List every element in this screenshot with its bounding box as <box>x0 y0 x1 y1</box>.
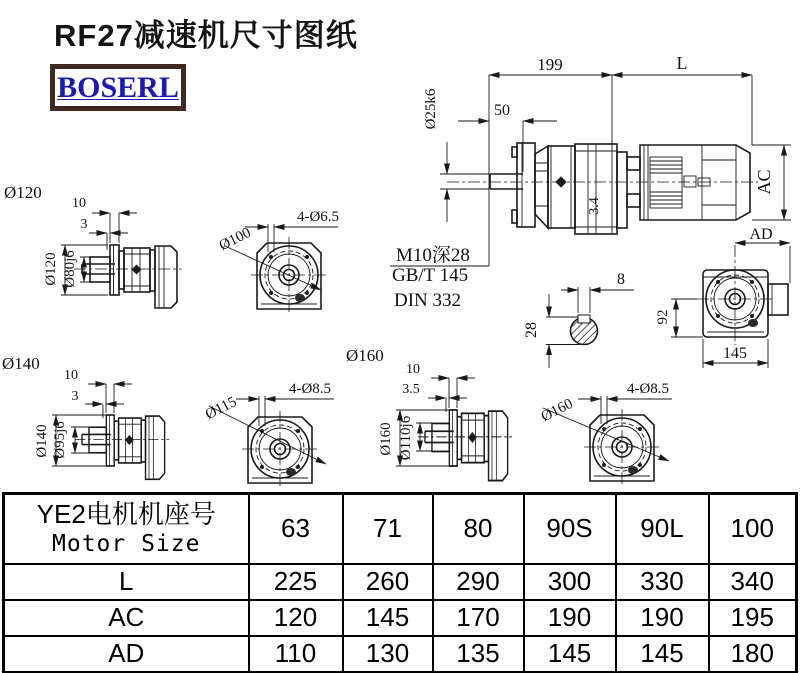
brand-logo-text: BOSERL <box>57 70 179 104</box>
table-cell-AC-63: 120 <box>249 600 343 636</box>
flange-115-front-view <box>203 381 334 487</box>
dim-plate-3-4: 3.4 <box>587 197 602 215</box>
table-row-label-AD: AD <box>4 636 249 673</box>
flange-160-label: Ø160 <box>346 346 384 365</box>
front-115-holes: 4-Ø8.5 <box>288 381 332 397</box>
flange-120-dim-3: 3 <box>80 217 88 232</box>
front-100-holes: 4-Ø6.5 <box>296 209 340 225</box>
table-row-AD <box>4 636 797 673</box>
dim-92: 92 <box>655 309 671 325</box>
table-cell-L-63: 225 <box>249 564 343 600</box>
flange-120-dim-spigot: Ø80j6 <box>62 250 78 288</box>
table-row-label-L: L <box>4 564 249 600</box>
table-cell-AC-90s: 190 <box>524 600 616 636</box>
front-115-dia: Ø115 <box>202 393 240 424</box>
dim-50: 50 <box>494 102 510 119</box>
dim-key-height-28: 28 <box>523 322 540 338</box>
table-header-size-90s: 90S <box>524 494 616 564</box>
table-cell-L-90l: 330 <box>616 564 709 600</box>
dim-L: L <box>676 53 688 73</box>
ad-end-view <box>655 245 788 368</box>
table-cell-L-100: 340 <box>709 564 797 600</box>
dim-AD: AD <box>749 226 773 243</box>
table-header-size-71: 71 <box>343 494 433 564</box>
front-100-dia: Ø100 <box>216 224 254 255</box>
table-cell-AC-80: 170 <box>433 600 524 636</box>
thread-note-line2: GB/T 145 <box>392 265 469 286</box>
dim-shaft-dia: Ø25k6 <box>423 88 439 130</box>
dim-AC: AC <box>754 169 774 195</box>
table-cell-AD-90l: 145 <box>616 636 709 673</box>
thread-note-line1: M10深28 <box>396 245 470 266</box>
flange-140-dim-10: 10 <box>64 368 78 383</box>
table-row-AC <box>4 600 797 636</box>
table-header-row <box>4 494 797 564</box>
table-cell-AC-71: 145 <box>343 600 433 636</box>
dim-199: 199 <box>537 55 563 74</box>
table-cell-AD-71: 130 <box>343 636 433 673</box>
dim-145: 145 <box>723 345 747 362</box>
motor-size-table <box>2 492 798 673</box>
table-cell-AD-63: 110 <box>249 636 343 673</box>
front-160-dia: Ø160 <box>538 395 576 426</box>
table-cell-AD-80: 135 <box>433 636 524 673</box>
page-title: RF27减速机尺寸图纸 <box>54 18 358 53</box>
table-header-size-90l: 90L <box>616 494 709 564</box>
thread-note <box>390 244 489 311</box>
table-header-size-63: 63 <box>249 494 343 564</box>
flange-160-dim-3-5: 3.5 <box>402 382 420 397</box>
flange-140-label: Ø140 <box>2 354 40 373</box>
thread-note-line3: DIN 332 <box>394 290 462 311</box>
table-row-L <box>4 564 797 600</box>
dim-key-width-8: 8 <box>617 271 625 288</box>
flange-160-dim-10: 10 <box>406 362 420 377</box>
table-cell-AC-100: 195 <box>709 600 797 636</box>
table-header-size-80: 80 <box>433 494 524 564</box>
table-header-motor-size <box>4 494 249 564</box>
main-gearmotor-view <box>423 53 791 283</box>
front-160-holes: 4-Ø8.5 <box>626 381 670 397</box>
flange-140-dim-3: 3 <box>71 389 79 404</box>
table-header-cn: YE2电机机座号 <box>36 499 216 530</box>
flange-160-dim-outer: Ø160 <box>378 422 394 456</box>
table-header-size-100: 100 <box>709 494 797 564</box>
flange-160-front-view <box>539 381 672 485</box>
flange-140-dim-outer: Ø140 <box>34 424 50 458</box>
table-cell-AD-90s: 145 <box>524 636 616 673</box>
flange-160-dim-spigot: Ø110j6 <box>398 415 414 461</box>
table-cell-AD-100: 180 <box>709 636 797 673</box>
table-cell-L-80: 290 <box>433 564 524 600</box>
flange-120-side-view <box>4 183 182 308</box>
flange-120-dim-10: 10 <box>72 196 86 211</box>
flange-120-label: Ø120 <box>4 183 42 202</box>
flange-140-side-view <box>2 354 169 479</box>
table-cell-AC-90l: 190 <box>616 600 709 636</box>
flange-120-dim-outer: Ø120 <box>43 252 59 286</box>
table-row-label-AC: AC <box>4 600 249 636</box>
flange-160-side-view <box>346 346 512 481</box>
shaft-key-section <box>523 271 634 368</box>
table-header-en: Motor Size <box>52 530 201 557</box>
flange-100-front-view <box>217 209 339 313</box>
table-cell-L-71: 260 <box>343 564 433 600</box>
table-cell-L-90s: 300 <box>524 564 616 600</box>
flange-140-dim-spigot: Ø95j6 <box>52 421 68 459</box>
